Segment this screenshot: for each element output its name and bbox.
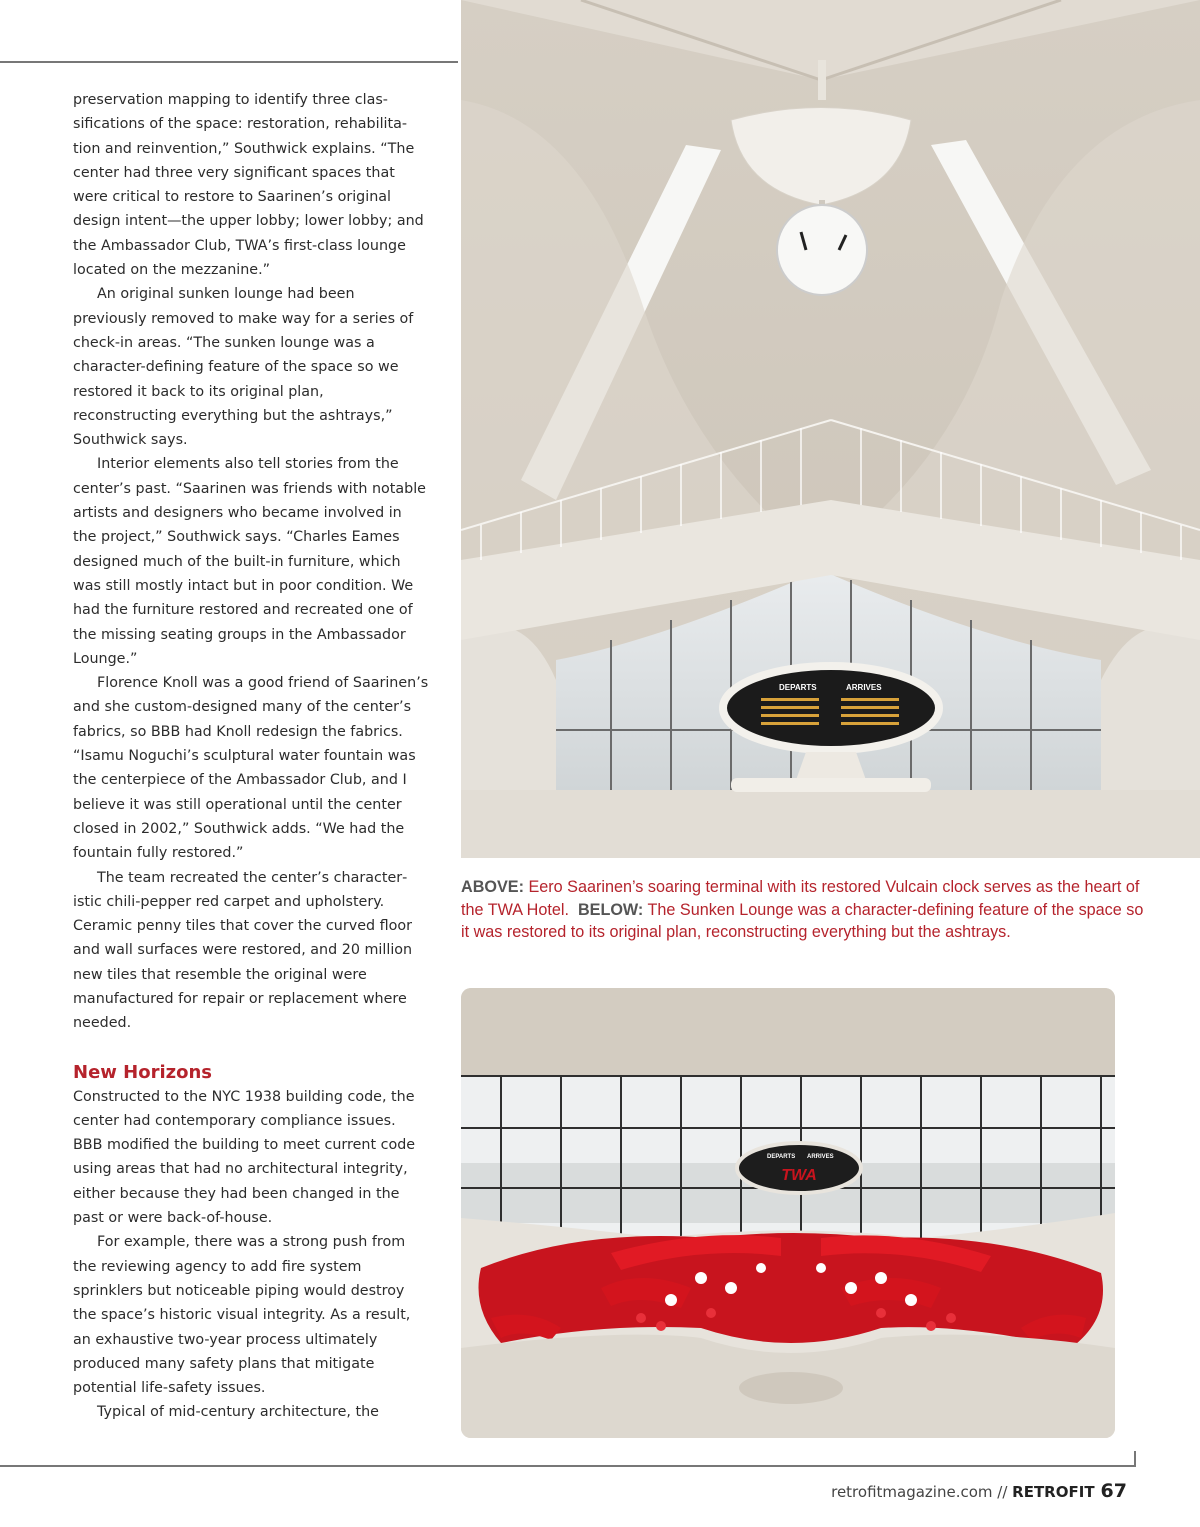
caption-above-label: ABOVE: (461, 878, 524, 896)
board-label-arrives: ARRIVES (807, 1154, 834, 1160)
page-footer (831, 1480, 1127, 1502)
footer-site: retrofitmagazine.com // (831, 1483, 1013, 1501)
caption-above-text: Eero Saarinen’s soaring terminal with its restored Vulcain clock serves as the heart of the TWA Hotel. (461, 878, 1140, 919)
folio-tick (1134, 1451, 1136, 1467)
paragraph-4: Florence Knoll was a good friend of Saarinen’s and she custom-designed many of the center’s fabrics, so BBB had Knoll redesign the fabrics. “Isamu Noguchi’s sculptural water fountain was the centerpiece of the Ambassador Club, and I believe it was still operational until the center closed in 2002,” Southwick adds. “We had the fountain fully restored.” (73, 675, 429, 862)
paragraph-7: For example, there was a strong push from the reviewing agency to add fire system sprinklers but noticeable piping would destroy the space’s historic visual integrity. As a result, an exhaustive two-year process ultimately produced many safety plans that mitigate potential life-safety issues. (73, 1234, 411, 1397)
paragraph-2: An original sunken lounge had been previously removed to make way for a series of check-in areas. “The sunken lounge was a character-defining feature of the space so we restored it back to its original plan, reconstructing everything but the ashtrays,” Southwick says. (73, 286, 414, 449)
paragraph-1: preservation mapping to identify three classifications of the space: restoration, rehabilitation and reinvention,” Southwick explains. “The center had three very significant spaces that were critical to restore to Saarinen’s original design intent—the upper lobby; lower lobby; and the Ambassador Club, TWA’s first-class lounge located on the mezzanine.” (73, 92, 424, 279)
paragraph-3: Interior elements also tell stories from the center’s past. “Saarinen was friends with notable artists and designers who became involved in the project,” Southwick says. “Charles Eames designed much of the built-in furniture, which was still mostly intact but in poor condition. We had the furniture restored and recreated one of the missing seating groups in the Ambassador Lounge.” (73, 456, 426, 667)
section-heading: New Horizons (73, 1061, 213, 1083)
photo-sunken-lounge (461, 988, 1115, 1438)
caption-below-text: The Sunken Lounge was a character-defining feature of the space so it was restored to its original plan, reconstructing everything but the ashtrays. (461, 900, 1144, 941)
paragraph-5: The team recreated the center’s characteristic chili-pepper red carpet and upholstery. Ceramic penny tiles that cover the curved floor and wall surfaces were restored, and 20 million new tiles that resemble the original were manufactured for repair or replacement where needed. (73, 869, 413, 1032)
footer-brand: RETROFIT (1012, 1483, 1095, 1501)
paragraph-6: Constructed to the NYC 1938 building code, the center had contemporary compliance issues. BBB modified the building to meet current code using areas that had no architectural integrity, either because they had been changed in the past or were back-of-house. (73, 1088, 416, 1227)
bottom-rule (0, 1465, 1136, 1467)
photo-terminal-interior (461, 0, 1200, 858)
photo-caption (461, 876, 1151, 944)
page-number: 67 (1100, 1480, 1127, 1502)
board-label-departs: DEPARTS (767, 1154, 796, 1160)
caption-below-label: BELOW: (577, 900, 644, 919)
board-label-arrives: ARRIVES (846, 683, 882, 692)
board-label-departs: DEPARTS (779, 683, 817, 692)
twa-logo: TWA (781, 1167, 817, 1184)
clock-icon (777, 205, 867, 295)
paragraph-8: Typical of mid-century architecture, the (97, 1404, 379, 1421)
article-column (73, 88, 429, 1425)
top-rule (0, 61, 458, 63)
